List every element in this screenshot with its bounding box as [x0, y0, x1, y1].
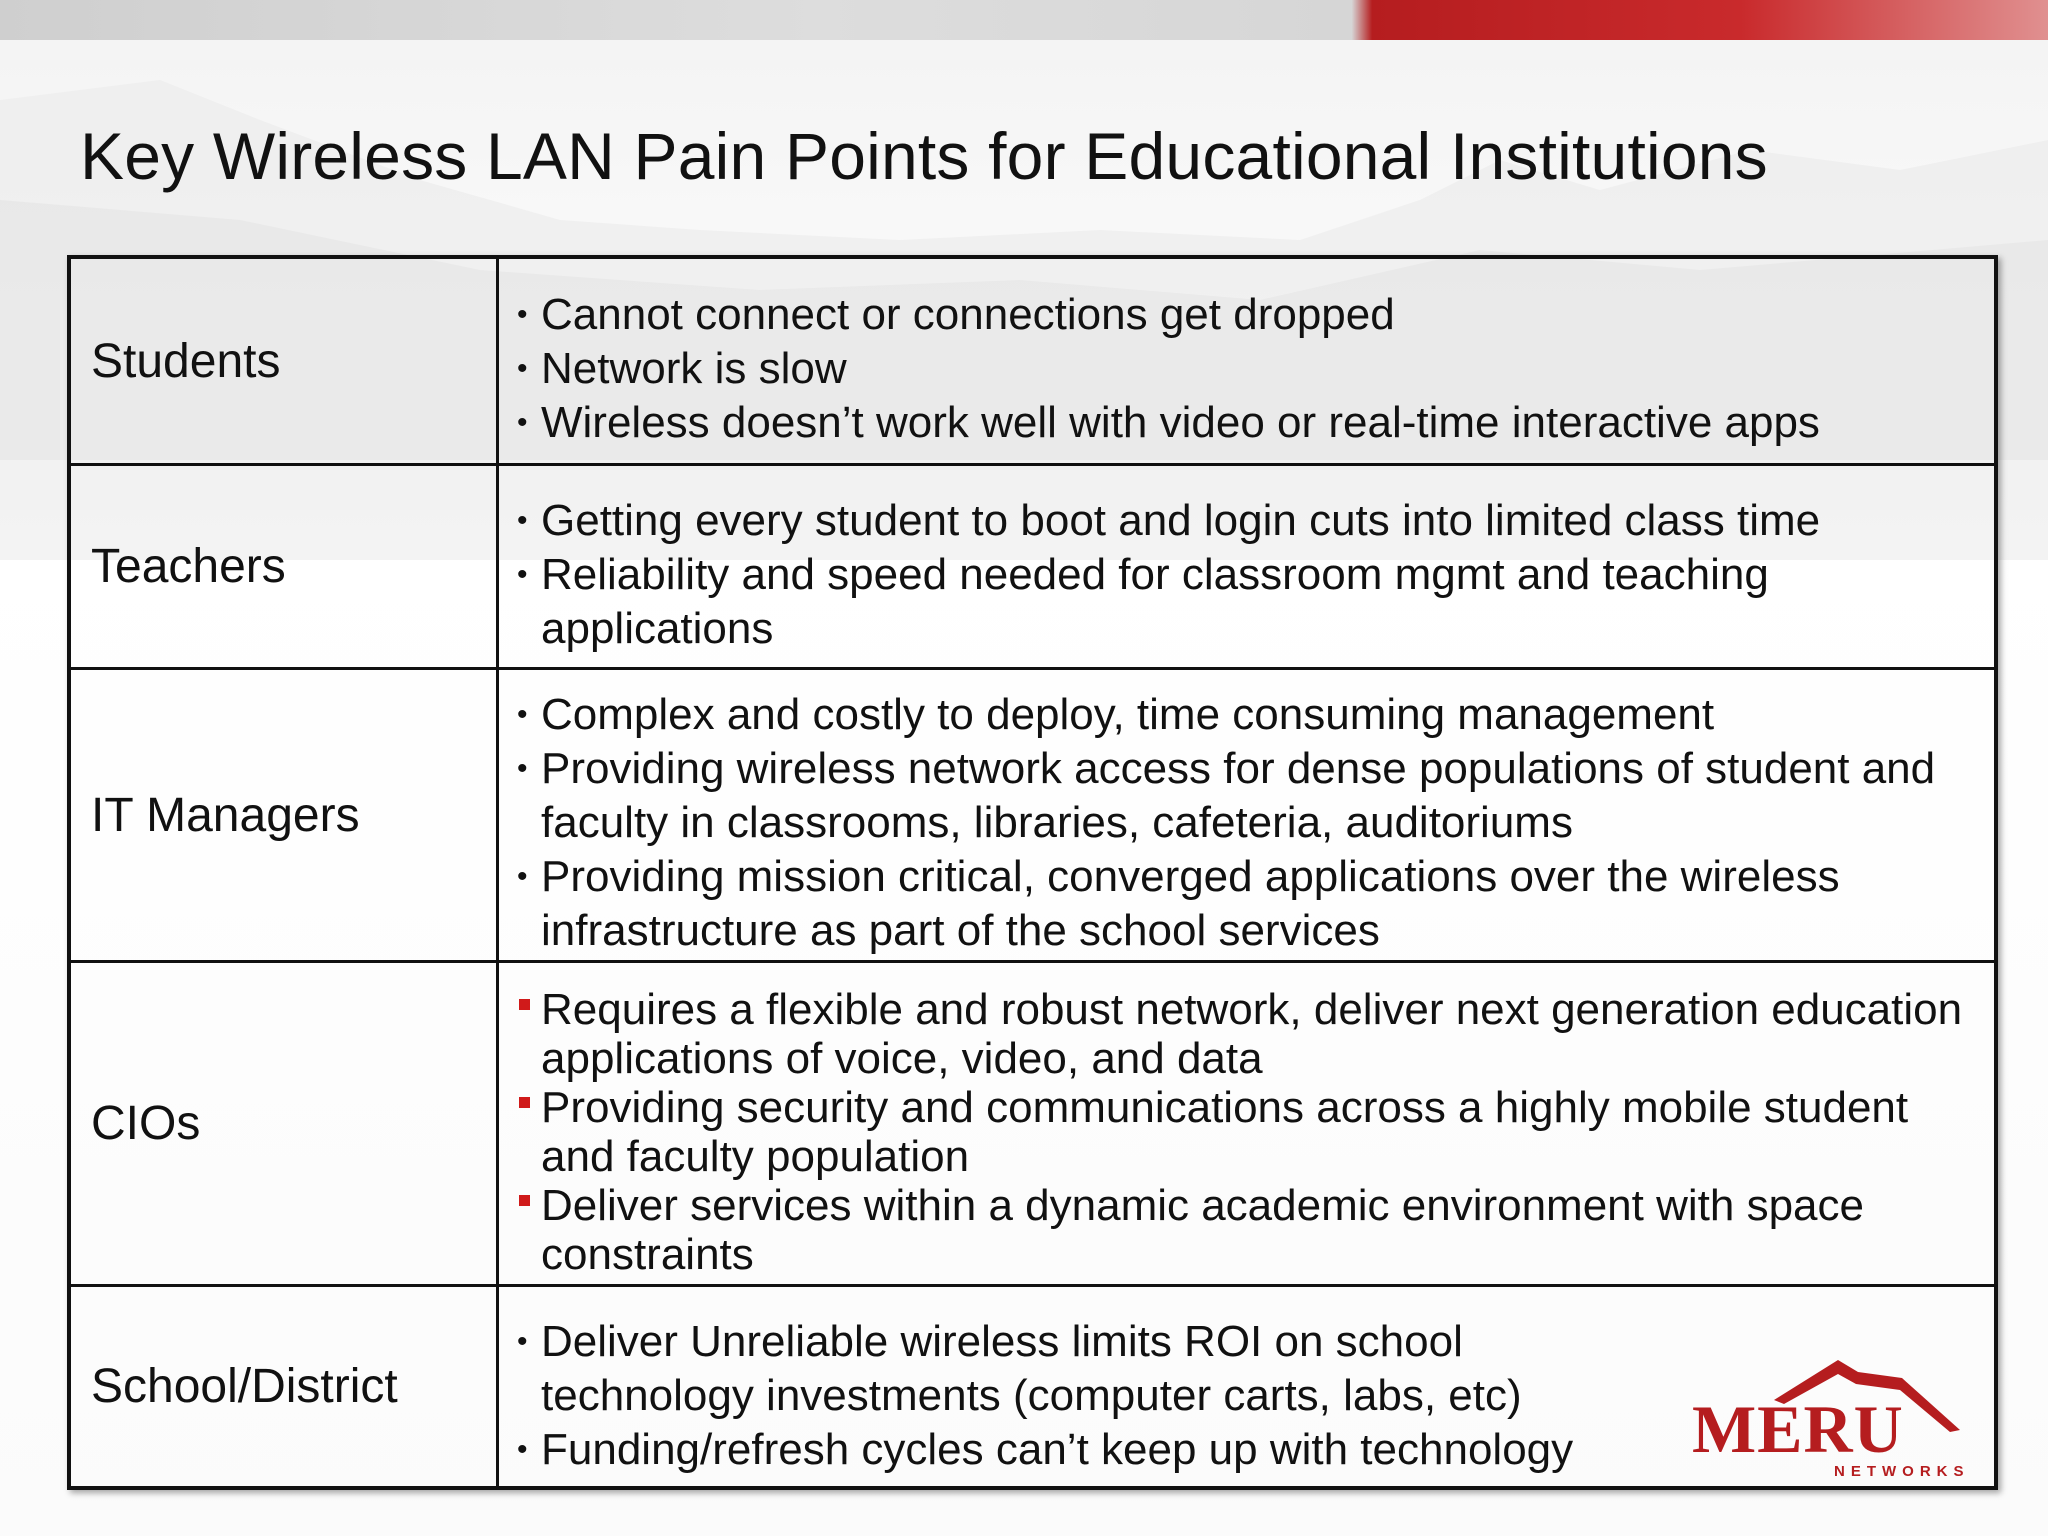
bullet-item: • Complex and costly to deploy, time consuming management	[517, 688, 1974, 742]
bullet-item: Deliver services within a dynamic academic environment with space constraints	[517, 1181, 1974, 1279]
bullet-dot-icon: •	[517, 1325, 528, 1358]
bullet-dot-icon: •	[517, 352, 528, 385]
red-square-bullet-icon	[517, 985, 541, 1034]
bullet-dot-icon: •	[517, 406, 528, 439]
top-banner	[0, 0, 2048, 40]
bullet-item: • Funding/refresh cycles can’t keep up with technology	[517, 1423, 1674, 1477]
bullet-item: • Getting every student to boot and login cuts into limited class time	[517, 494, 1974, 548]
pain-points-table	[67, 255, 1998, 1490]
bullet-item: • Providing mission critical, converged applications over the wireless infrastructure as part of the school services	[517, 852, 1840, 955]
row-points-it-managers	[499, 670, 1994, 963]
red-square-bullet-icon	[517, 1181, 541, 1230]
bullet-dot-icon: •	[517, 503, 528, 537]
bullet-item: • Deliver Unreliable wireless limits ROI on school technology investments (computer carts, labs, etc)	[517, 1317, 1522, 1420]
row-points-teachers	[499, 466, 1994, 670]
row-points-cios	[499, 963, 1994, 1287]
row-label-school-district: School/District	[71, 1287, 499, 1486]
bullet-dot-icon: •	[517, 860, 528, 893]
bullet-dot-icon: •	[517, 298, 528, 331]
bullet-item: • Network is slow	[517, 342, 1974, 396]
row-label-students: Students	[71, 259, 499, 466]
bullet-item: • Providing wireless network access for dense populations of student and faculty in classrooms, libraries, cafeteria, auditoriums	[517, 744, 1936, 847]
row-points-students	[499, 259, 1994, 466]
row-label-it-managers: IT Managers	[71, 670, 499, 963]
bullet-dot-icon: •	[517, 698, 528, 731]
bullet-item: • Cannot connect or connections get dropped	[517, 288, 1974, 342]
row-label-teachers: Teachers	[71, 466, 499, 670]
bullet-dot-icon: •	[517, 557, 528, 591]
bullet-item: • Reliability and speed needed for classroom mgmt and teaching applications	[517, 549, 1769, 653]
row-label-cios: CIOs	[71, 963, 499, 1287]
bullet-item: • Wireless doesn’t work well with video or real-time interactive apps	[517, 396, 1974, 450]
red-square-bullet-icon	[517, 1083, 541, 1132]
bullet-item: Providing security and communications across a highly mobile student and faculty population	[517, 1083, 1974, 1181]
meru-networks-logo	[1688, 1352, 1988, 1484]
bullet-dot-icon: •	[517, 1433, 528, 1466]
bullet-dot-icon: •	[517, 752, 528, 785]
bullet-item: Requires a flexible and robust network, deliver next generation education applications of voice, video, and data	[517, 985, 1974, 1083]
logo-tagline: NETWORKS	[1834, 1463, 1970, 1480]
slide-title: Key Wireless LAN Pain Points for Educational Institutions	[80, 119, 1768, 193]
logo-wordmark: MERU	[1692, 1391, 1904, 1467]
